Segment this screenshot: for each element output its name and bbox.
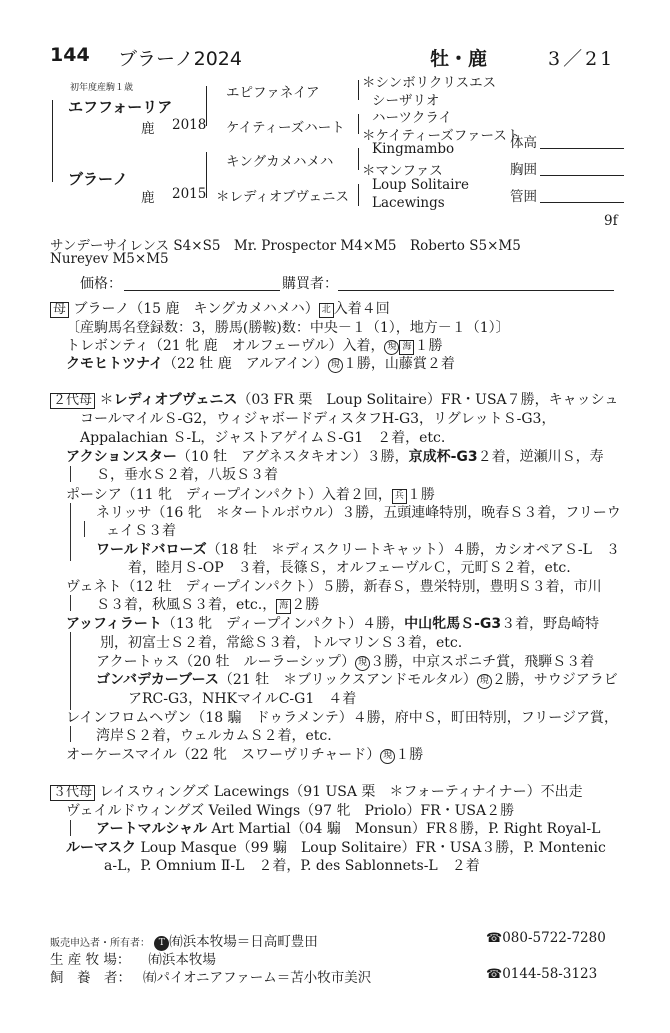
progeny-entry: レインフロムヘヴン（18 騸 ドゥラメンテ）４勝，府中Ｓ，町田特別，フリージア賞， (66, 710, 618, 726)
third-dam-progeny: ヴェイルドウィングズ Veiled Wings（97 牝 Priolo）FR・USA２勝 (66, 803, 515, 819)
cannon-blank (540, 202, 624, 203)
dam-dam: ＊レディオブヴェニス (216, 189, 349, 205)
grandprogeny-entry: ネリッサ（16 牝 ＊タートルボウル）３勝，五頭連峰特別，晩春Ｓ３着，フリーウ (96, 505, 621, 521)
t-mark-icon: T (154, 936, 169, 951)
breeder-row: 生 産 牧 場： ㈲浜本牧場 (50, 952, 216, 968)
cannon-label: 管囲 (510, 189, 537, 205)
pedigree-bracket (206, 152, 207, 198)
buyer-label: 購買者： (282, 276, 338, 292)
sire-dam: ケイティーズハート (226, 120, 345, 136)
dam-year: 2015 (172, 186, 207, 202)
consignor-row: 販売申込者・所有者： T ㈲浜本牧場＝日高町豊田 (50, 934, 318, 950)
raiser-row: 飼 養 者： ㈲パイオニアファーム＝苫小牧市美沢 (50, 970, 372, 986)
hokkaido-mark: 北 (319, 303, 334, 318)
progeny-entry-cont: Ｓ，垂水Ｓ２着，八坂Ｓ３着 (96, 467, 278, 483)
pedigree-bracket (52, 100, 53, 182)
phone-icon: ☎ (486, 967, 503, 982)
second-dam-tag: ２代母 (50, 393, 95, 409)
dam-progeny: トレボンティ（21 牝 鹿 オルフェーヴル）入着， 現 海 １勝 (66, 338, 443, 354)
progeny-entry: オーケースマイル（22 牝 スワーヴリチャード） 現 １勝 (66, 747, 424, 763)
grandprogeny-entry-cont: ェイＳ３着 (106, 523, 176, 539)
progeny-entry: アッフィラート（13 牝 ディープインパクト）４勝，中山牝馬Ｓ-G3３着，野島崎特 (66, 616, 600, 632)
inbreeding-line: サンデーサイレンス S4×S5 Mr. Prospector M4×M5 Roberto S5×M5 (50, 238, 521, 254)
pedigree-bracket (358, 184, 359, 206)
progeny-entry-cont: 湾岸Ｓ２着，ウェルカムＳ２着，etc. (96, 728, 332, 744)
price-label: 価格： (80, 276, 122, 292)
third-dam-line: ３代母 レイスウィングズ Lacewings（91 USA 栗 ＊フォーティナイナー）不出走 (50, 781, 583, 801)
lot-number: 144 (50, 44, 90, 66)
dam-sire-sire: Kingmambo (372, 141, 455, 157)
dam-record: 〔産駒馬名登録数：3，勝馬(勝鞍)数：中央－１（1），地方－１（1）〕 (66, 320, 510, 336)
sire-year: 2018 (172, 117, 207, 133)
dam-sire: キングカメハメハ (226, 154, 334, 170)
second-dam-line: ２代母 ＊レディオブヴェニス（03 FR 栗 Loup Solitaire）FR・USA７勝，キャッシュ (50, 389, 618, 409)
progeny-entry: ポーシア（11 牝 ディープインパクト）入着２回， 兵 １勝 (66, 487, 435, 503)
sire-sire-sire: ＊シンボリクリスエス (362, 75, 497, 91)
second-dam-record: コールマイルＳ-G2，ウィジャボードディスタフH-G3，リグレットＳ-G3， (80, 411, 556, 427)
dam-tag: 母 (50, 302, 69, 318)
birthdate: 3／21 (548, 48, 616, 70)
sire-sire: エピファネイア (226, 85, 320, 101)
dam-dam-sire: Loup Solitaire (372, 177, 469, 193)
second-dam-record: Appalachian Ｓ-L，ジャストアゲイムＳ-G1 ２着，etc. (80, 430, 446, 446)
progeny-entry-cont: 別，初富士Ｓ２着，常総Ｓ３着，トルマリンＳ３着，etc. (100, 635, 463, 651)
girth-label: 胸囲 (510, 162, 537, 178)
progeny-entry: アクションスター（10 牡 アグネスタキオン）３勝，京成杯-G3２着，逆瀬川Ｓ，寿 (66, 449, 604, 465)
pedigree-bracket (358, 80, 359, 100)
grandprogeny-entry: アートマルシャル Art Martial（04 騸 Monsun）FR８勝，P. Right Royal-L (96, 821, 601, 837)
pedigree-bracket (358, 148, 359, 170)
sire-dam-sire: ハーツクライ (372, 110, 452, 126)
third-dam-tag: ３代母 (50, 785, 95, 801)
height-label: 体高 (510, 135, 537, 151)
grandprogeny-entry-cont: 着，睦月Ｓ-OP ３着，長篠Ｓ，オルフェーヴルＣ，元町Ｓ２着，etc. (128, 560, 571, 576)
sire-sire-dam: シーザリオ (372, 93, 440, 109)
third-dam-progeny-cont: a-L，P. Omnium Ⅱ-L ２着，P. des Sablonnets-L ２着 (104, 858, 480, 874)
sire-color: 鹿 (141, 121, 155, 137)
first-crop-note: 初年度産駒１歳 (70, 83, 134, 93)
inbreeding-line: Nureyev M5×M5 (50, 251, 169, 267)
sex-color: 牡・鹿 (430, 48, 488, 70)
progeny-entry-cont: Ｓ３着，秋風Ｓ３着，etc.， 海 ２勝 (96, 597, 320, 613)
dam-color: 鹿 (141, 190, 155, 206)
dam-progeny: クモヒトツナイ（22 牡 鹿 アルアイン） 現 １勝，山藤賞２着 (66, 356, 455, 372)
height-blank (540, 148, 624, 149)
dam-sire-dam: ＊マンファス (362, 163, 443, 179)
dam-dam-dam: Lacewings (372, 195, 445, 211)
third-dam-progeny: ルーマスク Loup Masque（99 騸 Loup Solitaire）FR・USA３勝，P. Montenic (66, 840, 606, 856)
dam-line: 母 ブラーノ（15 鹿 キングカメハメハ） 北 入着４回 (50, 298, 390, 318)
raiser-tel: ☎0144-58-3123 (486, 966, 598, 982)
horse-name: ブラーノ2024 (118, 48, 242, 70)
price-field[interactable] (124, 290, 280, 291)
family-number: 9f (604, 213, 618, 229)
grandprogeny-entry-cont: アRC-G3，NHKマイルC-G1 ４着 (128, 691, 357, 707)
progeny-entry: ヴェネト（12 牡 ディープインパクト）５勝，新春Ｓ，豊栄特別，豊明Ｓ３着，市川 (66, 579, 602, 595)
sire-dam-dam: ＊ケイティーズファースト (362, 128, 521, 144)
grandprogeny-entry: アクートゥス（20 牡 ルーラーシップ） 現 ３勝，中京スポニチ賞，飛騨Ｓ３着 (96, 654, 595, 670)
girth-blank (540, 175, 624, 176)
pedigree-bracket (206, 86, 207, 126)
buyer-field[interactable] (338, 290, 614, 291)
pedigree-bracket (358, 114, 359, 134)
grandprogeny-entry: ワールドバローズ（18 牡 ＊ディスクリートキャット）４勝，カシオペアＳ-L ３ (96, 542, 620, 558)
consignor-tel: ☎080-5722-7280 (486, 930, 606, 946)
dam-name: ブラーノ (68, 170, 128, 188)
sire-name: エフフォーリア (68, 98, 173, 116)
phone-icon: ☎ (486, 931, 503, 946)
grandprogeny-entry: ゴンバデカーブース（21 牡 ＊ブリックスアンドモルタル） 現 ２勝，サウジアラビ (96, 672, 618, 688)
